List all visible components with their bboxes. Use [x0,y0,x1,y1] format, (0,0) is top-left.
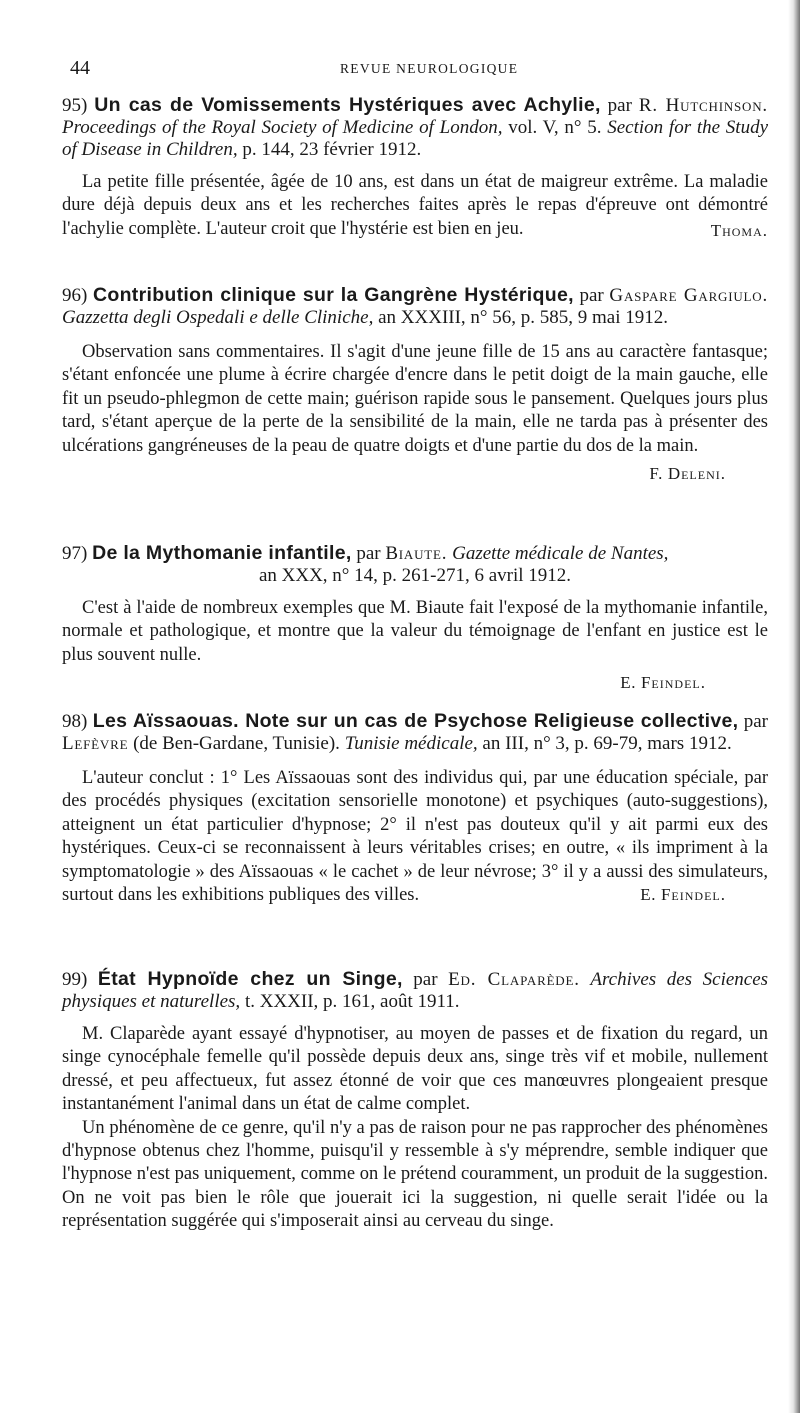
article-title: Les Aïssaouas. Note sur un cas de Psychose Religieuse collective, [92,710,739,732]
signature-initial: F. [649,464,663,484]
article-98 [62,710,768,905]
article-reference: an XXXIII, n° 56, p. 585, 9 mai 1912. [378,307,669,328]
article-header [62,710,768,755]
article-source: Tunisie médicale, [344,733,478,754]
article-paragraph: C'est à l'aide de nombreux exemples que M. Biaute fait l'exposé de la mythomanie infantile, normale et pathologique, et montre que la valeur du témoignage de l'enfant en justice est le plus souvent nulle. [62,598,768,665]
article-title: De la Mythomanie infantile, [92,542,352,564]
article-section: Section for the Study of Disease in Children, [62,117,769,160]
par-label: par [356,543,381,564]
article-author: Lefèvre [62,733,129,754]
article-number: 95) [62,95,88,116]
par-label: par [579,285,604,306]
article-affiliation: (de Ben-Gardane, Tunisie). [133,733,340,754]
article-source: Gazzetta degli Ospedali e delle Cliniche, [62,307,374,328]
article-reference: an III, n° 3, p. 69-79, mars 1912. [482,733,732,754]
signature-initial: E. [640,885,657,905]
article-signature [62,673,768,693]
article-reference-2: p. 144, 23 février 1912. [242,139,422,160]
article-header [62,968,768,1013]
article-source: Archives des Sciences physiques et naturelles, [62,969,769,1012]
article-title: Contribution clinique sur la Gangrène Hystérique, [93,284,574,306]
signature-name: Feindel. [660,885,726,905]
article-title: Un cas de Vomissements Hystériques avec Achylie, [94,94,601,116]
article-96 [62,284,768,484]
article-paragraph: M. Claparède ayant essayé d'hypnotiser, au moyen de passes et de fixation du regard, un singe cynocéphale femelle qu'il possède depuis deux ans, singe très vif et mobile, nullement dressé, et peu affectueux, fut assez étonné de voir que ces manœuvres plongeaient presque instantanément l'animal dans un état de calme complet. [62,1024,768,1115]
article-author: Gaspare Gargiulo. [609,285,769,306]
signature-name: Deleni. [667,464,726,484]
article-header [62,94,768,161]
signature-name: Thoma. [710,221,768,241]
article-97 [62,542,768,693]
article-paragraph: La petite fille présentée, âgée de 10 ans, est dans un état de maigreur extrême. La maladie dure déjà depuis deux ans et les recherches faites après le repas d'épreuve ont démontré l'achylie complète. L'auteur croit que l'hystérie est bien en jeu. [62,172,768,239]
article-source: Gazette médicale de Nantes, [452,543,669,564]
article-99 [62,968,768,1234]
article-number: 98) [62,711,88,732]
article-header [62,284,768,329]
article-95 [62,94,768,241]
page-number: 44 [70,57,90,79]
par-label: par [607,95,632,116]
signature-name: Feindel. [640,673,706,693]
signature-initial: E. [620,673,637,693]
par-label: par [743,711,769,732]
article-number: 97) [62,543,88,564]
article-paragraph: Observation sans commentaires. Il s'agit d'une jeune fille de 15 ans au caractère fantasque; s'étant enfoncée une plume à écrire chargée d'encre dans le petit doigt de la main gauche, elle fit un pseudo-phlegmon de cette main; guérison rapide sous le pansement. Quelques jours plus tard, s'étant aperçue de la perte de la sensibilité de la main, elle ne tarda pas à présenter des ulcérations gangréneuses de la peau de quatre doigts et d'une partie du dos de la main. [62,342,768,456]
article-signature [62,464,768,484]
article-number: 96) [62,285,88,306]
article-author: R. Hutchinson. [638,95,768,116]
article-reference: t. XXXII, p. 161, août 1911. [244,991,460,1012]
page-edge-shadow [788,0,800,1413]
article-author: Ed. Claparède. [448,969,580,990]
par-label: par [413,969,438,990]
article-paragraph: L'auteur conclut : 1° Les Aïssaouas sont des individus qui, par une éducation spéciale, par des procédés physiques (excitation sensorielle monotone) et psychiques (auto-suggestions), atteignent un état particulier d'hypnose; 2° il n'est pas douteux qu'il y ait parmi eux des hystériques. Ceux-ci se reconnaissent à leurs véritables crises; en outre, « ils impriment à la symptomatologie » des Aïssaouas « le cachet » de leur névrose; 3° il y a aussi des simulateurs, surtout dans les exhibitions publiques des villes. [62,768,768,906]
article-source: Proceedings of the Royal Society of Medicine of London, [62,117,503,138]
article-header [62,542,768,587]
running-head [70,57,770,83]
article-reference: vol. V, n° 5. [508,117,602,138]
article-paragraph: Un phénomène de ce genre, qu'il n'y a pas de raison pour ne pas rapprocher des phénomènes d'hypnose obtenus chez l'homme, puisqu'il y ressemble à s'y méprendre, semble indiquer que l'hypnose n'est pas uniquement, comme on le prétend couramment, un produit de la suggestion. On ne voit pas bien le rôle que jouerait ici la suggestion, ni quelle serait l'idée ou la représentation suggérée qui s'imposerait ainsi au cerveau du singe. [62,1117,768,1232]
article-title: État Hypnoïde chez un Singe, [97,968,403,990]
article-number: 99) [62,969,88,990]
journal-title: REVUE NEUROLOGIQUE [340,61,519,76]
article-reference: an XXX, n° 14, p. 261-271, 6 avril 1912. [258,565,572,586]
article-author: Biaute. [385,543,448,564]
